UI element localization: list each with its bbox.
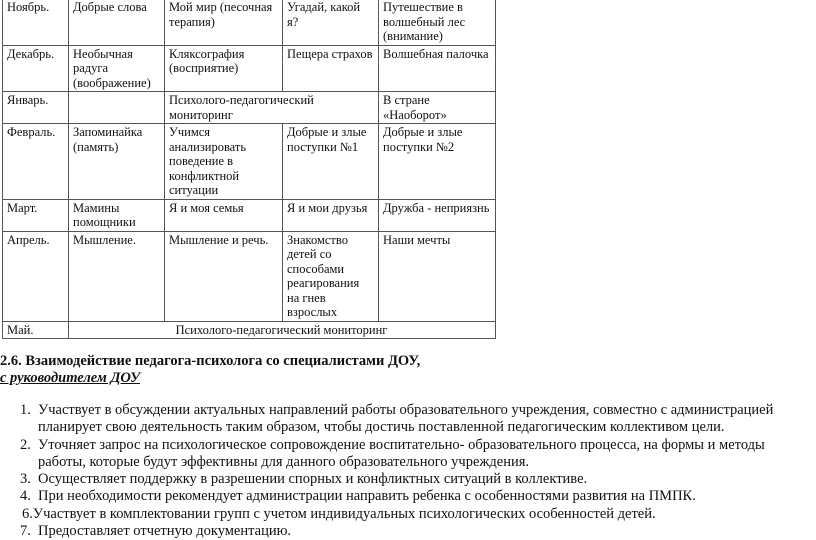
item-number: 7.	[20, 523, 31, 540]
table-cell: Запоминайка (память)	[69, 124, 165, 200]
table-cell: Я и мои друзья	[283, 199, 379, 231]
duties-list	[0, 402, 816, 540]
item-text: Участвует в обсуждении актуальных направлений работы образовательного учреждения, совместно с администрацией планирует свою деятельность таким образом, чтобы достичь поставленной педагогическим коллективом цели.	[38, 402, 774, 436]
month-cell: Февраль.	[3, 124, 69, 200]
section-subheading: с руководителем ДОУ	[0, 370, 141, 386]
table-cell: Мой мир (песочная терапия)	[165, 0, 283, 45]
schedule-table	[2, 0, 496, 339]
table-cell: Мамины помощники	[69, 199, 165, 231]
month-cell: Май.	[3, 321, 69, 339]
item-text: Осуществляет поддержку в разрешении спорных и конфликтных ситуаций в коллективе.	[38, 471, 588, 488]
list-item	[0, 488, 816, 505]
table-row	[3, 92, 496, 124]
table-row	[3, 45, 496, 92]
list-item	[0, 471, 816, 488]
table-cell: Добрые и злые поступки №1	[283, 124, 379, 200]
table-cell: Я и моя семья	[165, 199, 283, 231]
table-cell: Мышление.	[69, 231, 165, 321]
item-number: 4.	[20, 488, 31, 505]
item-number: 1.	[20, 402, 31, 418]
list-item	[0, 402, 816, 437]
table-cell: Наши мечты	[379, 231, 496, 321]
item-text: Уточняет запрос на психологическое сопровождение воспитательно- образовательного процесса, на формы и методы работы, которые будут эффективны для данного образовательного учреждения.	[38, 436, 765, 470]
month-cell: Декабрь.	[3, 45, 69, 92]
list-item	[0, 437, 816, 472]
table-cell: Психолого-педагогический мониторинг	[165, 92, 379, 124]
item-number: 2.	[20, 436, 31, 453]
month-cell: Ноябрь.	[3, 0, 69, 45]
table-row	[3, 124, 496, 200]
month-cell: Январь.	[3, 92, 69, 124]
table-cell: Учимся анализировать поведение в конфликтной ситуации	[165, 124, 283, 200]
list-item	[0, 523, 816, 540]
item-text: Участвует в комплектовании групп с учетом индивидуальных психологических особенностей детей.	[32, 505, 656, 522]
table-cell: Дружба - неприязнь	[379, 199, 496, 231]
month-cell: Апрель.	[3, 231, 69, 321]
table-cell: Угадай, какой я?	[283, 0, 379, 45]
item-text: При необходимости рекомендует администрации направить ребенка с особенностями развития на ПМПК.	[38, 488, 696, 505]
table-cell: Мышление и речь.	[165, 231, 283, 321]
table-row	[3, 321, 496, 339]
item-text: Предоставляет отчетную документацию.	[38, 523, 292, 540]
table-cell	[69, 92, 165, 124]
item-number: 3.	[20, 471, 31, 488]
month-cell: Март.	[3, 199, 69, 231]
item-number: 6.	[22, 505, 33, 522]
table-row	[3, 231, 496, 321]
table-cell: Пещера страхов	[283, 45, 379, 92]
table-cell: В стране «Наоборот»	[379, 92, 496, 124]
section-heading: 2.6. Взаимодействие педагога-психолога со специалистами ДОУ,	[0, 353, 421, 369]
list-item	[0, 506, 816, 523]
table-cell: Психолого-педагогический мониторинг	[69, 321, 496, 339]
table-cell: Знакомство детей со способами реагирования на гнев взрослых	[283, 231, 379, 321]
table-cell: Необычная радуга (воображение)	[69, 45, 165, 92]
table-cell: Добрые слова	[69, 0, 165, 45]
table-cell: Кляксография (восприятие)	[165, 45, 283, 92]
table-cell: Волшебная палочка	[379, 45, 496, 92]
table-row	[3, 0, 496, 45]
table-cell: Добрые и злые поступки №2	[379, 124, 496, 200]
table-cell: Путешествие в волшебный лес (внимание)	[379, 0, 496, 45]
table-row	[3, 199, 496, 231]
